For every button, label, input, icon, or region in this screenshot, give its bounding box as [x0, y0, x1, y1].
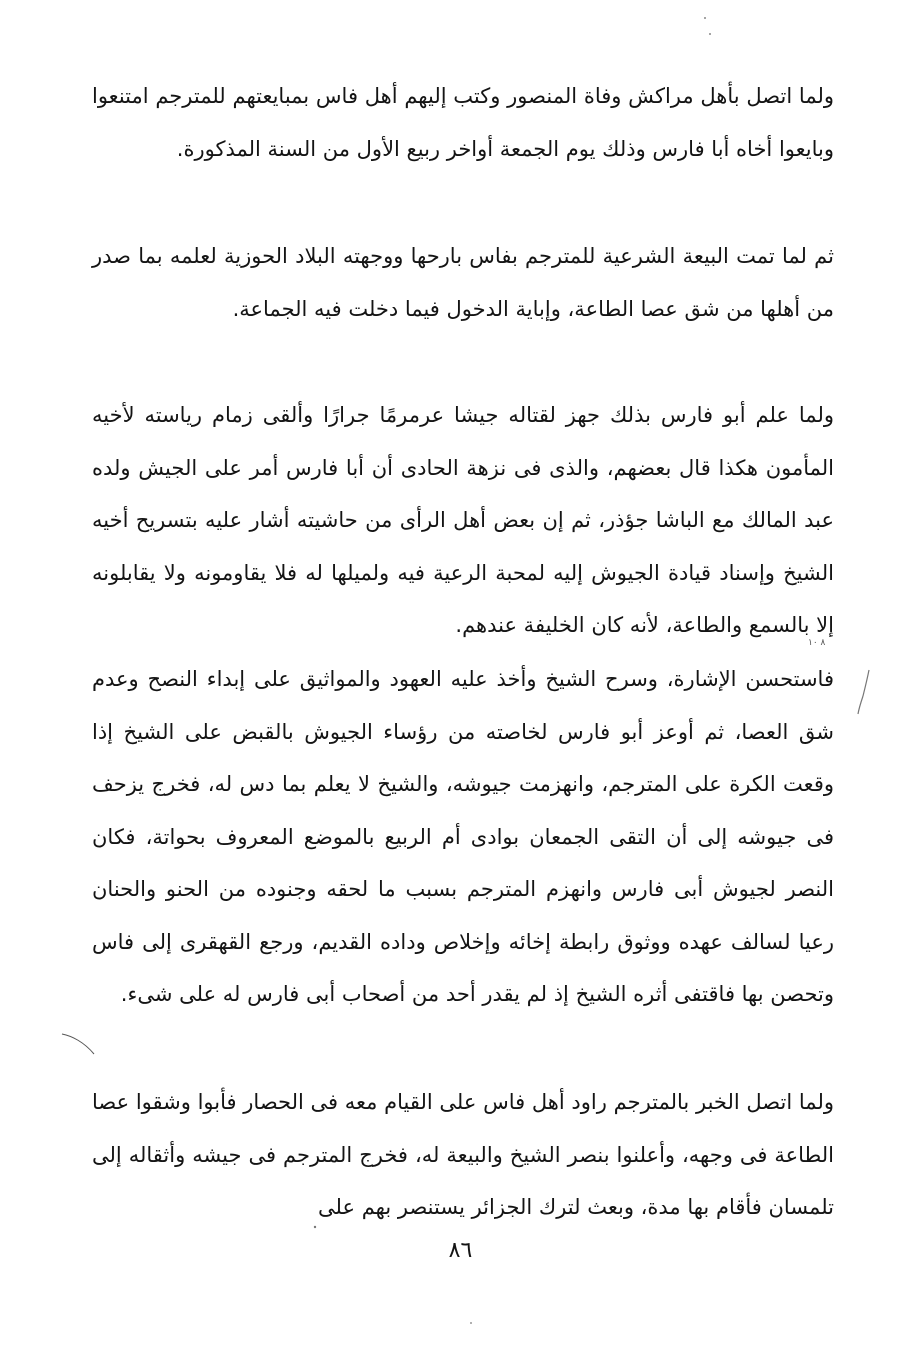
- scan-speck-1: [308, 1220, 322, 1234]
- top-scan-speck: [700, 12, 720, 42]
- margin-pen-stroke: [855, 668, 875, 716]
- paragraph-5: ولما اتصل الخبر بالمترجم راود أهل فاس على القيام معه فى الحصار فأبوا وشقوا عصا الطاعة فى وجهه، وأعلنوا بنصر الشيخ والبيعة له، فخرج المترجم فى جيشه وأثقاله إلى تلمسان فأقام بها مدة، وبعث لترك الجزائر يستنصر بهم على: [92, 1090, 834, 1219]
- paragraph-2: ثم لما تمت البيعة الشرعية للمترجم بفاس بارحها ووجهته البلاد الحوزية لعلمه بما صدر من أهلها من شق عصا الطاعة، وإباية الدخول فيما دخلت فيه الجماعة.: [92, 244, 834, 321]
- page-number: ٨٦: [448, 1238, 473, 1263]
- margin-note: ٨ ١٠: [808, 638, 826, 648]
- margin-curve-mark: [60, 1030, 96, 1056]
- paragraph-4: فاستحسن الإشارة، وسرح الشيخ وأخذ عليه العهود والمواثيق على إبداء النصح وعدم شق العصا، ثم أوعز أبو فارس لخاصته من رؤساء الجيوش بالقبض على الشيخ إذا وقعت الكرة على المترجم، وانهزمت جيوشه، والشيخ لا يعلم بما دس له، فخرج يزحف فى جيوشه إلى أن التقى الجمعان بوادى أم الربيع بالموضع المعروف بحواتة، فكان النصر لجيوش أبى فارس وانهزم المترجم بسبب ما لحقه وجنوده من الحنو والحنان رعيا لسالف عهده ووثوق رابطة إخائه وإخلاص وداده القديم، ورجع القهقرى إلى فاس وتحصن بها فاقتفى أثره الشيخ إذ لم يقدر أحد من أصحاب أبى فارس له على شىء.: [92, 667, 834, 1006]
- paragraph-1: ولما اتصل بأهل مراكش وفاة المنصور وكتب إليهم أهل فاس بمبايعتهم للمترجم امتنعوا وبايعوا أخاه أبا فارس وذلك يوم الجمعة أواخر ربيع الأول من السنة المذكورة.: [92, 84, 834, 161]
- scan-speck-2: [466, 1318, 476, 1328]
- paragraph-3: ولما علم أبو فارس بذلك جهز لقتاله جيشا عرمرمًا جرارًا وألقى زمام رياسته لأخيه المأمون هكذا قال بعضهم، والذى فى نزهة الحادى أن أبا فارس أمر على الجيش ولده عبد المالك مع الباشا جؤذر، ثم إن بعض أهل الرأى من حاشيته أشار عليه بتسريح أخيه الشيخ وإسناد قيادة الجيوش إليه لمحبة الرعية فيه ولميلها له فلا يقاومونه ولا يقابلونه إلا بالسمع والطاعة، لأنه كان الخليفة عندهم.: [92, 403, 834, 637]
